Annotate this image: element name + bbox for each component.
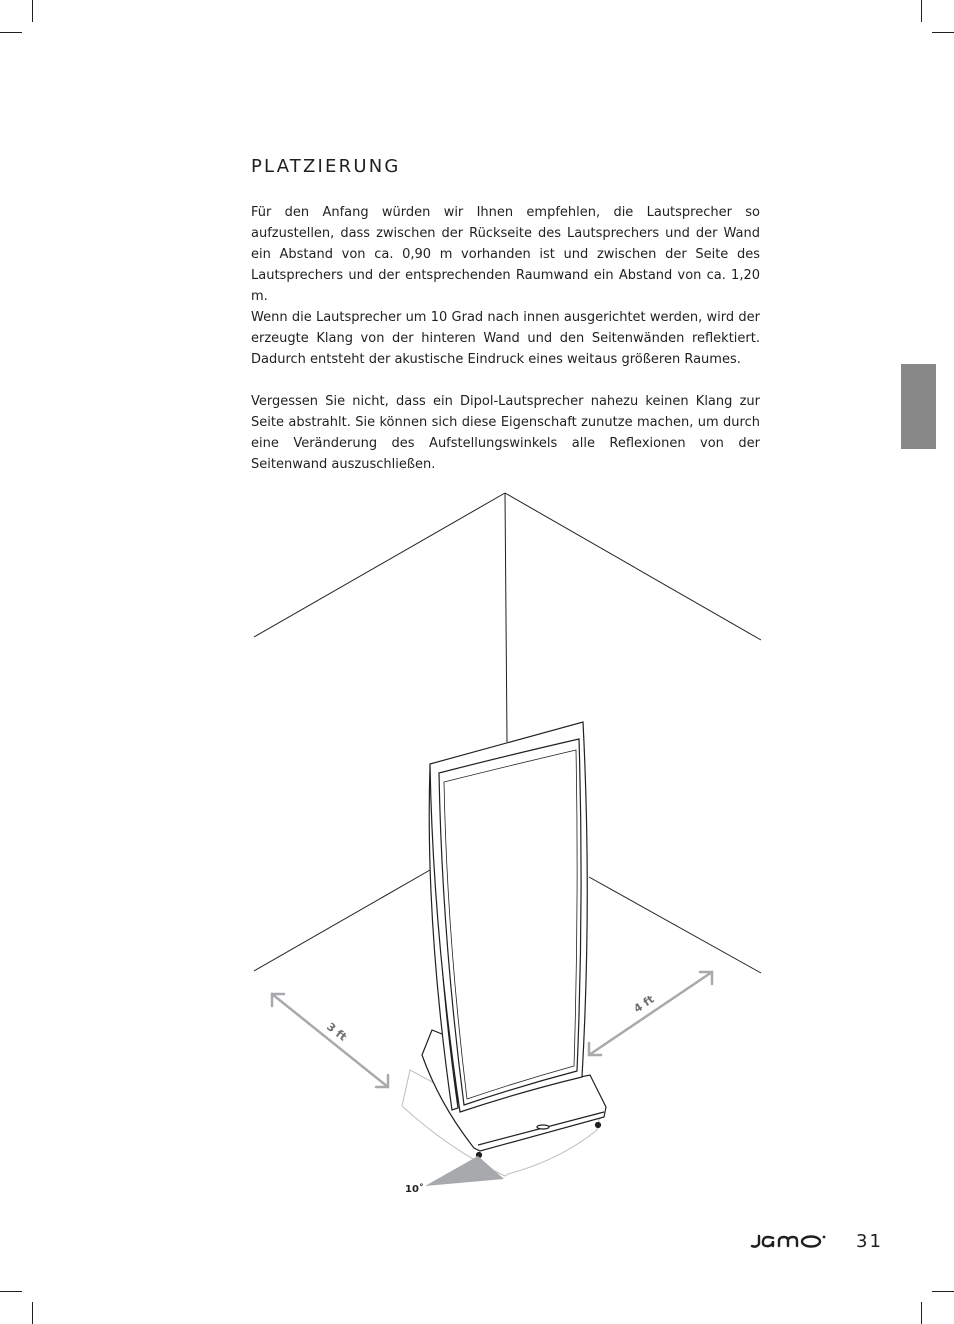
paragraph-1: Für den Anfang würden wir Ihnen empfehlen, die Lautsprecher so aufzustellen, dass zwischen der Rückseite des Lautsprechers und der Wand ein Abstand von ca. 0,90 m vorhanden ist und zwischen der Seite des Lautsprechers und der entsprechenden Raumwand ein Abstand von ca. 1,20 m.: [251, 205, 760, 304]
distance-label-4ft: 4 ft: [631, 992, 657, 1016]
floor-line-right: [589, 877, 761, 973]
paragraph-3: Vergessen Sie nicht, dass ein Dipol-Lautsprecher nahezu keinen Klang zur Seite abstrahlt. Sie können sich diese Eigenschaft zunutze machen, um durch eine Veränderung des Aufstellungswinkels alle Reflexionen von der Seitenwand auszuschließen.: [251, 394, 760, 472]
speaker: [422, 722, 606, 1158]
angle-label: 10˚: [405, 1184, 424, 1195]
page-number: 31: [856, 1231, 883, 1252]
wall-line-right: [505, 493, 761, 640]
wall-line-left: [254, 493, 505, 637]
distance-label-3ft: 3 ft: [324, 1020, 350, 1044]
page-title: PLATZIERUNG: [251, 156, 401, 177]
jamo-logo: [750, 1229, 830, 1251]
corner-vertical-line: [505, 493, 507, 742]
floor-line-left: [254, 870, 430, 971]
paragraph-2: Wenn die Lautsprecher um 10 Grad nach innen ausgerichtet werden, wird der erzeugte Klang von der hinteren Wand und den Seitenwänden reflektiert. Dadurch entsteht der akustische Eindruck eines weitaus größeren Raumes.: [251, 310, 760, 367]
